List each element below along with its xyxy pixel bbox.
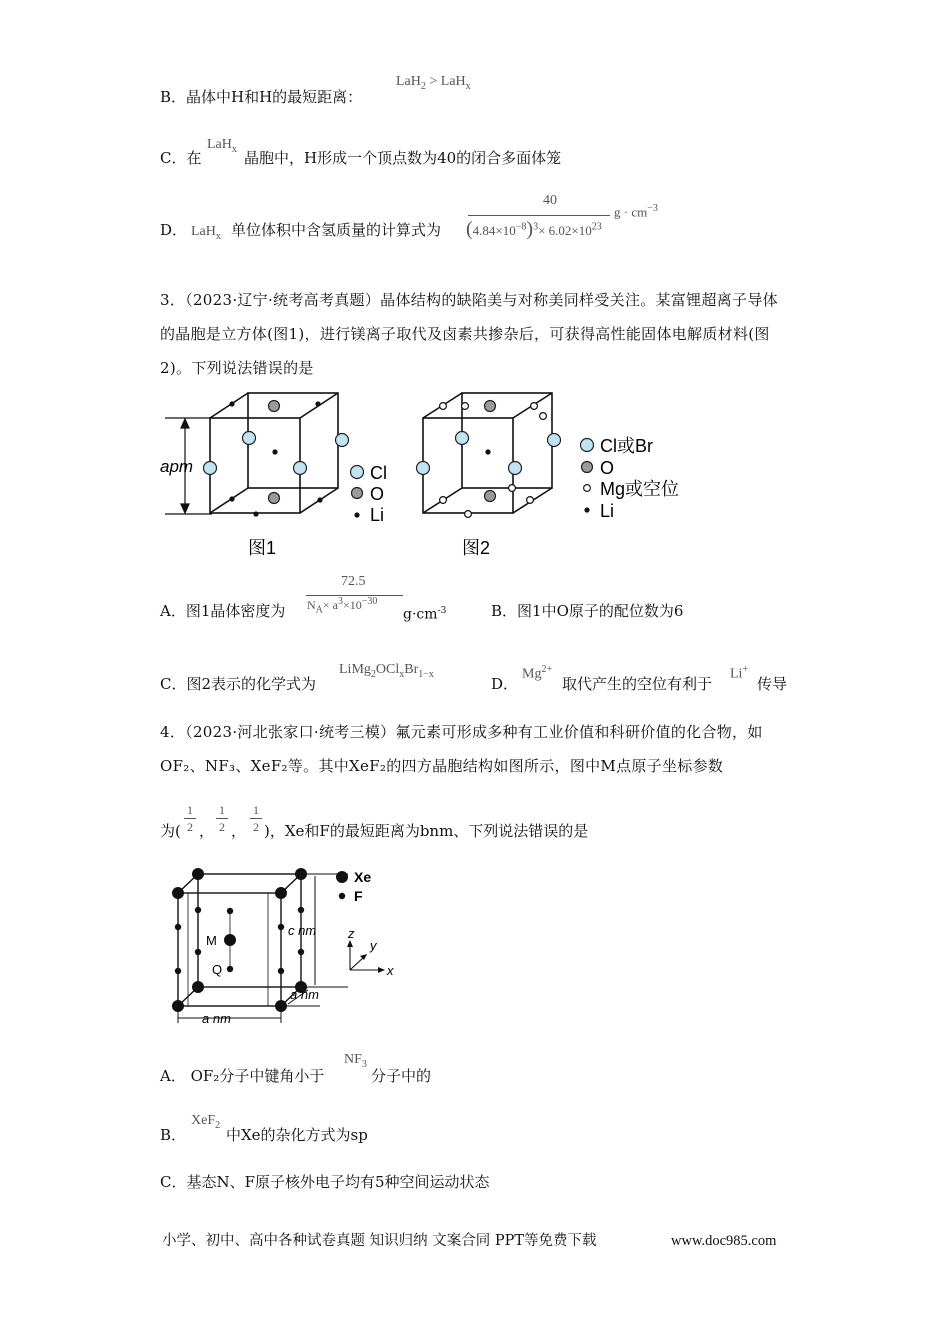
- fig1-legend: [351, 466, 364, 518]
- q2-b-formula: LaH$_2$ > LaH$_x$: [396, 74, 471, 92]
- q3-a-unit: $g\cdot cm^{-3}$: [403, 606, 447, 623]
- q2-d-formula: LaH$_x$: [191, 224, 221, 242]
- fig1-caption: 图1: [248, 538, 277, 558]
- footer-text: 小学、初中、高中各种试卷真题 知识归纳 文案合同 PPT等免费下载: [162, 1233, 597, 1249]
- q2-option-c: C．在: [160, 149, 202, 167]
- legend-f-dot: [339, 893, 345, 899]
- fig1-cl-atom: [243, 432, 256, 445]
- q4-option-a: A． OF₂分子中键角小于: [160, 1067, 325, 1085]
- fig2-legend-cl-br: Cl或Br: [600, 436, 653, 456]
- q2-d-fraction-bar: [468, 215, 610, 216]
- fig1-cl-atom: [336, 434, 349, 447]
- label-a-nm-2: a nm: [202, 1011, 231, 1025]
- legend-f: F: [354, 888, 363, 904]
- legend-xe: Xe: [354, 869, 372, 885]
- fig2-li-atoms: [485, 449, 490, 454]
- q3-d-suffix: 传导: [757, 675, 788, 693]
- q3-a-denominator: $N_A\times a^3\times 10^{-30}$: [307, 596, 378, 616]
- fig1-dimension-label: apm: [160, 457, 194, 476]
- q4-comma-2: ，: [231, 822, 247, 840]
- q2-c-suffix: 晶胞中，H形成一个顶点数为40的闭合多面体笼: [244, 149, 562, 167]
- q2-d-mid: 单位体积中含氢质量的计算式为: [231, 221, 442, 239]
- q4-stem: 4．（2023·河北张家口·统考三模）氟元素可形成多种有工业价值和科研价值的化合物，如OF₂、NF₃、XeF₂等。其中XeF₂的四方晶胞结构如图所示，图中M点原子坐标参数: [160, 723, 763, 775]
- axis-z: z: [348, 926, 355, 941]
- q2-c-formula: LaH$_x$: [207, 137, 237, 155]
- q2-d-unit: $g \cdot cm^{-3}$: [614, 203, 658, 220]
- q3-d-ion: $Mg^{2+}$: [522, 664, 553, 682]
- fig1-cl-atom: [204, 462, 217, 475]
- dim-lines: [178, 874, 348, 1023]
- fig2-legend-o: O: [600, 458, 615, 478]
- fig2-legend-mg: Mg或空位: [600, 479, 680, 499]
- q3-option-a: A．图1晶体密度为: [160, 602, 286, 620]
- label-c-nm: c nm: [288, 923, 317, 938]
- fig1-legend-cl: Cl: [370, 463, 387, 483]
- q4-coord-prefix: 为(: [160, 822, 181, 840]
- fig2-caption: 图2: [462, 538, 491, 558]
- q4-option-b: B．: [160, 1126, 187, 1144]
- q2-b-text: B．晶体中H和H的最短距离：: [160, 88, 363, 106]
- f-atoms: [175, 907, 304, 974]
- legend-xe-dot: [336, 871, 348, 883]
- axis-x: x: [387, 963, 394, 978]
- axis-y: y: [370, 938, 377, 953]
- label-m: M: [206, 933, 217, 948]
- q3-a-numerator: 72.5: [341, 574, 366, 589]
- q4-b-suffix: 中Xe的杂化方式为sp: [226, 1126, 368, 1144]
- label-q: Q: [212, 962, 223, 977]
- q4-a-formula: $NF_3$: [344, 1052, 367, 1070]
- q4-coord-suffix: )，Xe和F的最短距离为bnm、下列说法错误的是: [264, 822, 589, 840]
- q4-frac-3: 1 2: [250, 802, 262, 835]
- q2-option-b: [160, 87, 362, 107]
- fig1-o-atom: [269, 401, 280, 412]
- fig2-legend-li: Li: [600, 501, 615, 521]
- fig1-legend-li: Li: [370, 505, 385, 525]
- q3-c-formula: $LiMg_2OCl_xBr_{1-x}$: [339, 662, 434, 680]
- q3-option-b: B．图1中O原子的配位数为6: [491, 602, 684, 620]
- fig1-legend-o: O: [370, 484, 385, 504]
- q4-a-suffix: 分子中的: [371, 1067, 432, 1085]
- axes: [347, 940, 385, 973]
- q4-comma-1: ，: [199, 822, 215, 840]
- q4-frac-2: 1 2: [216, 802, 228, 835]
- q3-option-c: C．图2表示的化学式为: [160, 675, 317, 693]
- q3-d-ion2: Li+: [730, 664, 749, 682]
- fig1-o-atom: [269, 493, 280, 504]
- q3-option-d: D．: [491, 675, 519, 693]
- q4-figure: [160, 860, 410, 1025]
- xe-atom-m: [224, 934, 236, 946]
- fig2-legend: [581, 439, 594, 513]
- q4-frac-1: 1 2: [184, 802, 196, 835]
- q4-b-formula: XeF$_2$: [191, 1113, 221, 1131]
- q2-option-d: D．: [160, 221, 188, 239]
- label-a-nm-1: a nm: [290, 987, 319, 1002]
- footer-site[interactable]: www.doc985.com: [671, 1233, 777, 1249]
- xe-atoms: [172, 868, 307, 1012]
- fig1-cl-atom: [294, 462, 307, 475]
- q2-d-numerator: 40: [543, 193, 557, 208]
- q3-figures: [160, 388, 720, 563]
- q3-stem: 3．（2023·辽宁·统考高考真题）晶体结构的缺陷美与对称美同样受关注。某富锂超离子导体的晶胞是立方体(图1)，进行镁离子取代及卤素共掺杂后，可获得高性能固体电解质材料(图2)。下列说法错误的是: [160, 291, 778, 377]
- q3-d-mid: 取代产生的空位有利于: [562, 675, 713, 693]
- q4-option-c: C．基态N、F原子核外电子均有5种空间运动状态: [160, 1173, 490, 1191]
- q2-d-denominator: $(4.84\times 10^{-8})^3\times 6.02\times 10^{23}$: [466, 218, 602, 240]
